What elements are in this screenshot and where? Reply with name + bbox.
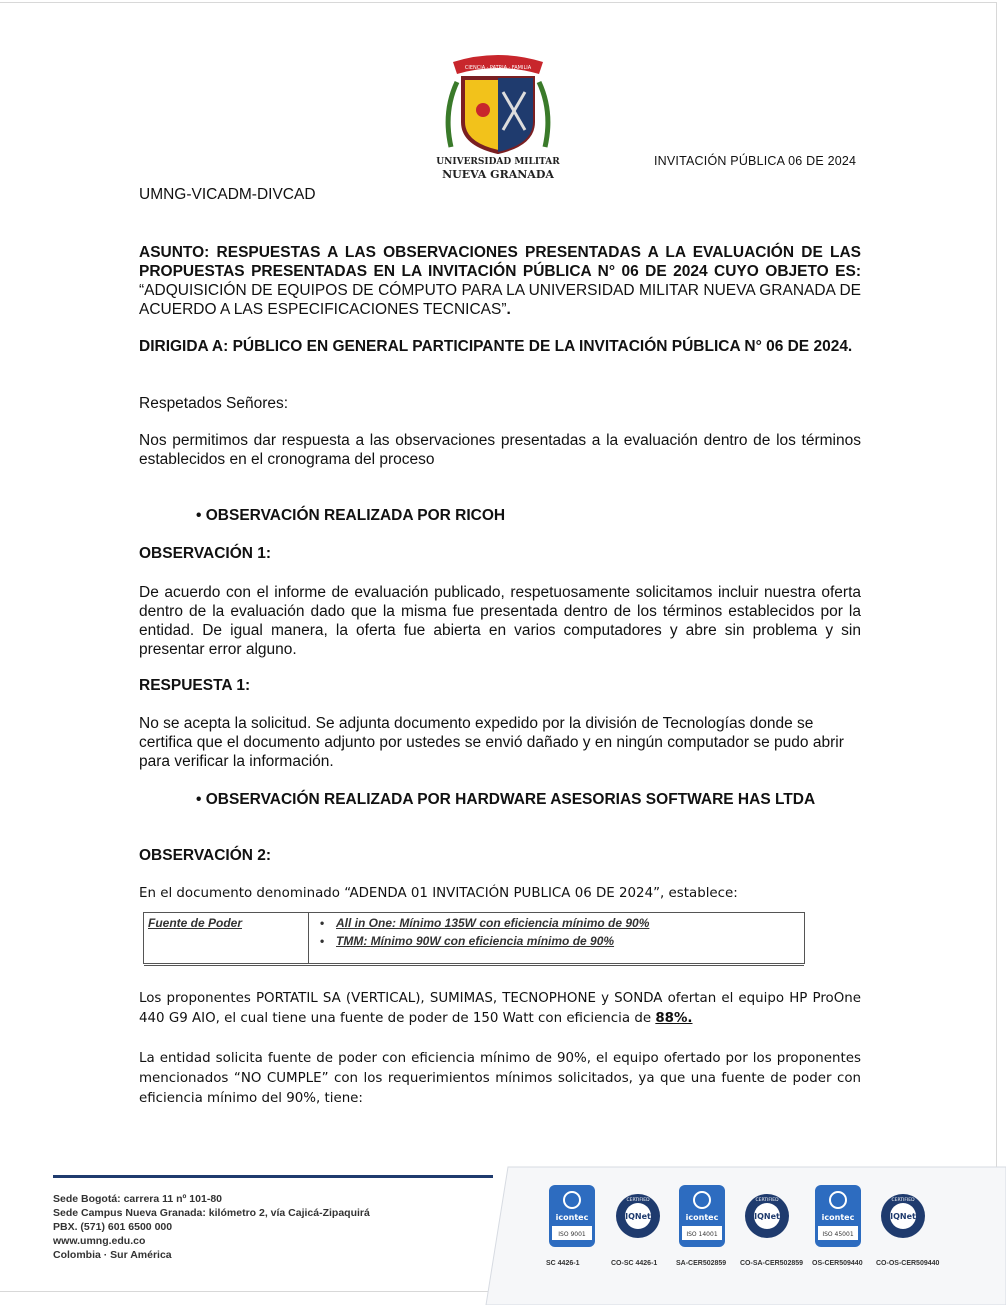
subject-object: “ADQUISICIÓN DE EQUIPOS DE CÓMPUTO PARA LA UNIVERSIDAD MILITAR NUEVA GRANADA DE ACUERDO A LAS ESPECIFICACIONES TECNICAS”	[139, 282, 861, 318]
cert-iso: ISO 45001	[822, 1231, 854, 1238]
table-divider	[308, 913, 309, 963]
subject-paragraph	[139, 243, 861, 319]
cert-code: CO-OS-CER509440	[876, 1260, 940, 1267]
table-bottom-line	[144, 965, 804, 966]
logo-line-2: NUEVA GRANADA	[442, 168, 554, 181]
cert-brand: icontec	[555, 1213, 589, 1222]
iqnet-cert-icon	[878, 1184, 928, 1254]
requirement-table	[143, 912, 805, 964]
efficiency-value: 88%.	[655, 1011, 693, 1026]
cert-brand: IQNet	[890, 1212, 916, 1221]
adenda-text: En el documento denominado “ADENDA 01 INVITACIÓN PUBLICA 06 DE 2024”, establece:	[139, 886, 738, 901]
cert-brand: icontec	[821, 1213, 855, 1222]
cert-brand: IQNet	[625, 1212, 651, 1221]
section-1-heading: • OBSERVACIÓN REALIZADA POR RICOH	[196, 507, 506, 524]
cert-iso: ISO 9001	[558, 1231, 586, 1238]
icontec-cert-icon	[548, 1184, 598, 1254]
footer-line: PBX. (571) 601 6500 000	[53, 1221, 173, 1233]
reference-code: UMNG-VICADM-DIVCAD	[139, 186, 316, 203]
footer-address	[53, 1192, 370, 1262]
cert-iso: CERTIFIED	[891, 1198, 915, 1203]
table-item: • TMM: Mínimo 90W con eficiencia mínimo de 90%	[320, 934, 615, 948]
addressed-to: DIRIGIDA A: PÚBLICO EN GENERAL PARTICIPANTE DE LA INVITACIÓN PÚBLICA N° 06 DE 2024.	[139, 338, 853, 355]
observation-2-title: OBSERVACIÓN 2:	[139, 847, 272, 864]
cert-iso: CERTIFIED	[755, 1198, 779, 1203]
cert-brand: IQNet	[754, 1212, 780, 1221]
iqnet-cert-icon	[613, 1184, 663, 1254]
icontec-cert-icon	[678, 1184, 728, 1254]
subject-end: .	[506, 301, 511, 318]
cert-iso: CERTIFIED	[626, 1198, 650, 1203]
footer-rule	[53, 1175, 493, 1178]
iqnet-cert-icon	[742, 1184, 792, 1254]
cert-code: CO-SA-CER502859	[740, 1260, 804, 1267]
footer-line: Sede Campus Nueva Granada: kilómetro 2, vía Cajicá-Zipaquirá	[53, 1207, 370, 1219]
cert-brand: icontec	[685, 1213, 719, 1222]
cert-code: OS-CER509440	[812, 1260, 863, 1267]
invitation-code: INVITACIÓN PÚBLICA 06 DE 2024	[654, 154, 857, 168]
intro-paragraph: Nos permitimos dar respuesta a las observaciones presentadas a la evaluación dentro de los términos establecidos en el cronograma del proceso	[139, 432, 861, 468]
requirement-paragraph: La entidad solicita fuente de poder con eficiencia mínimo de 90%, el equipo ofertado por los proponentes mencionados “NO CUMPLE” con los requerimientos mínimos solicitados, ya que una fuente de poder con eficiencia mínimo del 90%, tiene:	[139, 1051, 861, 1106]
logo-line-1: UNIVERSIDAD MILITAR	[436, 157, 560, 167]
greeting: Respetados Señores:	[139, 395, 289, 412]
footer-website-link[interactable]: www.umng.edu.co	[53, 1235, 146, 1247]
cert-iso: ISO 14001	[686, 1231, 718, 1238]
observation-1-title: OBSERVACIÓN 1:	[139, 545, 272, 562]
footer-line: Colombia · Sur América	[53, 1249, 172, 1261]
university-shield-logo	[436, 52, 560, 182]
logo-motto: CIENCIA · PATRIA · FAMILIA	[464, 65, 532, 71]
icontec-cert-icon	[814, 1184, 864, 1254]
proponents-paragraph: Los proponentes PORTATIL SA (VERTICAL), SUMIMAS, TECNOPHONE y SONDA ofertan el equipo HP ProOne 440 G9 AIO, el cual tiene una fuente de poder de 150 Watt con eficiencia de 88%.	[139, 991, 861, 1026]
response-1-text: No se acepta la solicitud. Se adjunta documento expedido por la división de Tecnologías donde se certifica que el documento adjunto por ustedes se envió dañado y en ningún computador se pudo abrir para verificar la información.	[139, 715, 844, 770]
table-item: • All in One: Mínimo 135W con eficiencia mínimo de 90%	[320, 916, 650, 930]
cert-code: SA-CER502859	[676, 1260, 727, 1267]
section-2-heading: • OBSERVACIÓN REALIZADA POR HARDWARE ASESORIAS SOFTWARE HAS LTDA	[196, 791, 816, 808]
footer-line: Sede Bogotá: carrera 11 nº 101-80	[53, 1193, 222, 1205]
cert-code: SC 4426-1	[546, 1260, 580, 1267]
response-1-title: RESPUESTA 1:	[139, 677, 251, 694]
cert-code: CO-SC 4426-1	[611, 1260, 658, 1267]
observation-1-text: De acuerdo con el informe de evaluación publicado, respetuosamente solicitamos incluir nuestra oferta dentro de la evaluación dado que la misma fue presentada dentro de los términos establecidos por la entidad. De igual manera, la oferta fue abierta en varios computadores y abre sin problema y sin presentar error alguno.	[139, 584, 861, 658]
table-label: Fuente de Poder	[148, 916, 243, 930]
subject-label: ASUNTO: RESPUESTAS A LAS OBSERVACIONES PRESENTADAS A LA EVALUACIÓN DE LAS PROPUESTAS PRESENTADAS EN LA INVITACIÓN PÚBLICA N° 06 DE 2024 CUYO OBJETO ES:	[139, 244, 861, 280]
